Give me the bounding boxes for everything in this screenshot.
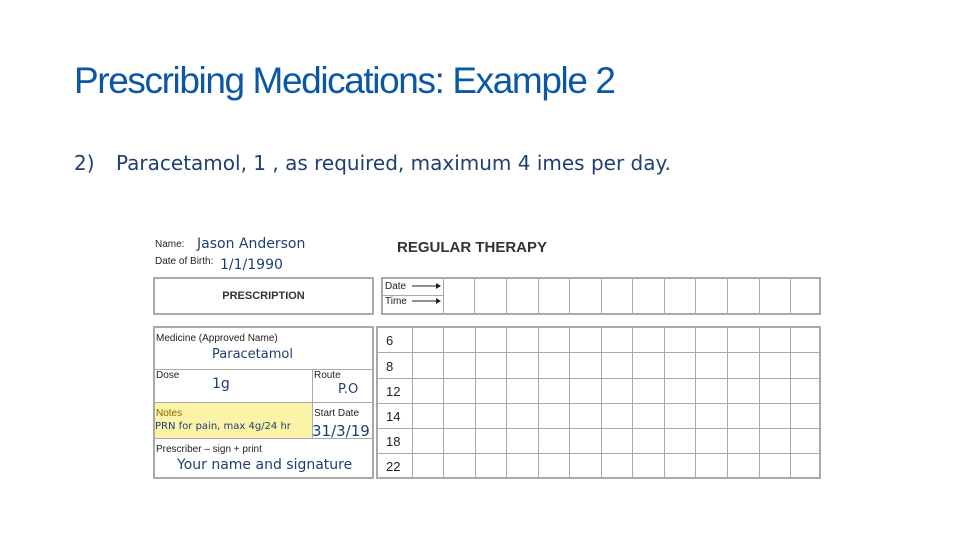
name-label: Name: [155, 239, 185, 250]
dose-label: Dose [156, 370, 180, 381]
date-label: Date [385, 281, 407, 292]
start-date-value: 31/3/19 [312, 422, 370, 440]
time-row-12: 12 [386, 384, 401, 399]
medicine-value: Paracetamol [212, 347, 293, 362]
time-row-6: 6 [386, 333, 394, 348]
date-time-grid [381, 277, 821, 315]
dose-value: 1g [212, 376, 230, 392]
time-row-18: 18 [386, 434, 401, 449]
prescriber-label: Prescriber – sign + print [156, 444, 262, 455]
prescription-header-box [153, 277, 374, 315]
notes-value: PRN for pain, max 4g/24 hr [155, 421, 291, 432]
medicine-label: Medicine (Approved Name) [156, 333, 278, 344]
start-date-label: Start Date [314, 408, 360, 419]
prescription-heading: PRESCRIPTION [222, 290, 305, 302]
route-value: P.O [338, 382, 359, 397]
patient-name-value: Jason Anderson [197, 236, 306, 252]
time-row-8: 8 [386, 359, 394, 374]
notes-label: Notes [156, 408, 183, 419]
item-text: Paracetamol, 1 , as required, maximum 4 imes per day. [116, 151, 671, 175]
time-label: Time [385, 296, 407, 307]
arrow-right-icon [412, 280, 442, 310]
dob-label: Date of Birth: [155, 256, 214, 267]
time-row-22: 22 [386, 459, 401, 474]
dob-value: 1/1/1990 [220, 257, 283, 273]
slide-title: Prescribing Medications: Example 2 [74, 60, 615, 101]
regular-therapy-heading: REGULAR THERAPY [397, 239, 548, 256]
administration-grid [376, 326, 821, 479]
route-label: Route [314, 370, 341, 381]
item-number: 2) [74, 151, 95, 175]
prescriber-value: Your name and signature [177, 457, 353, 473]
time-row-14: 14 [386, 409, 401, 424]
